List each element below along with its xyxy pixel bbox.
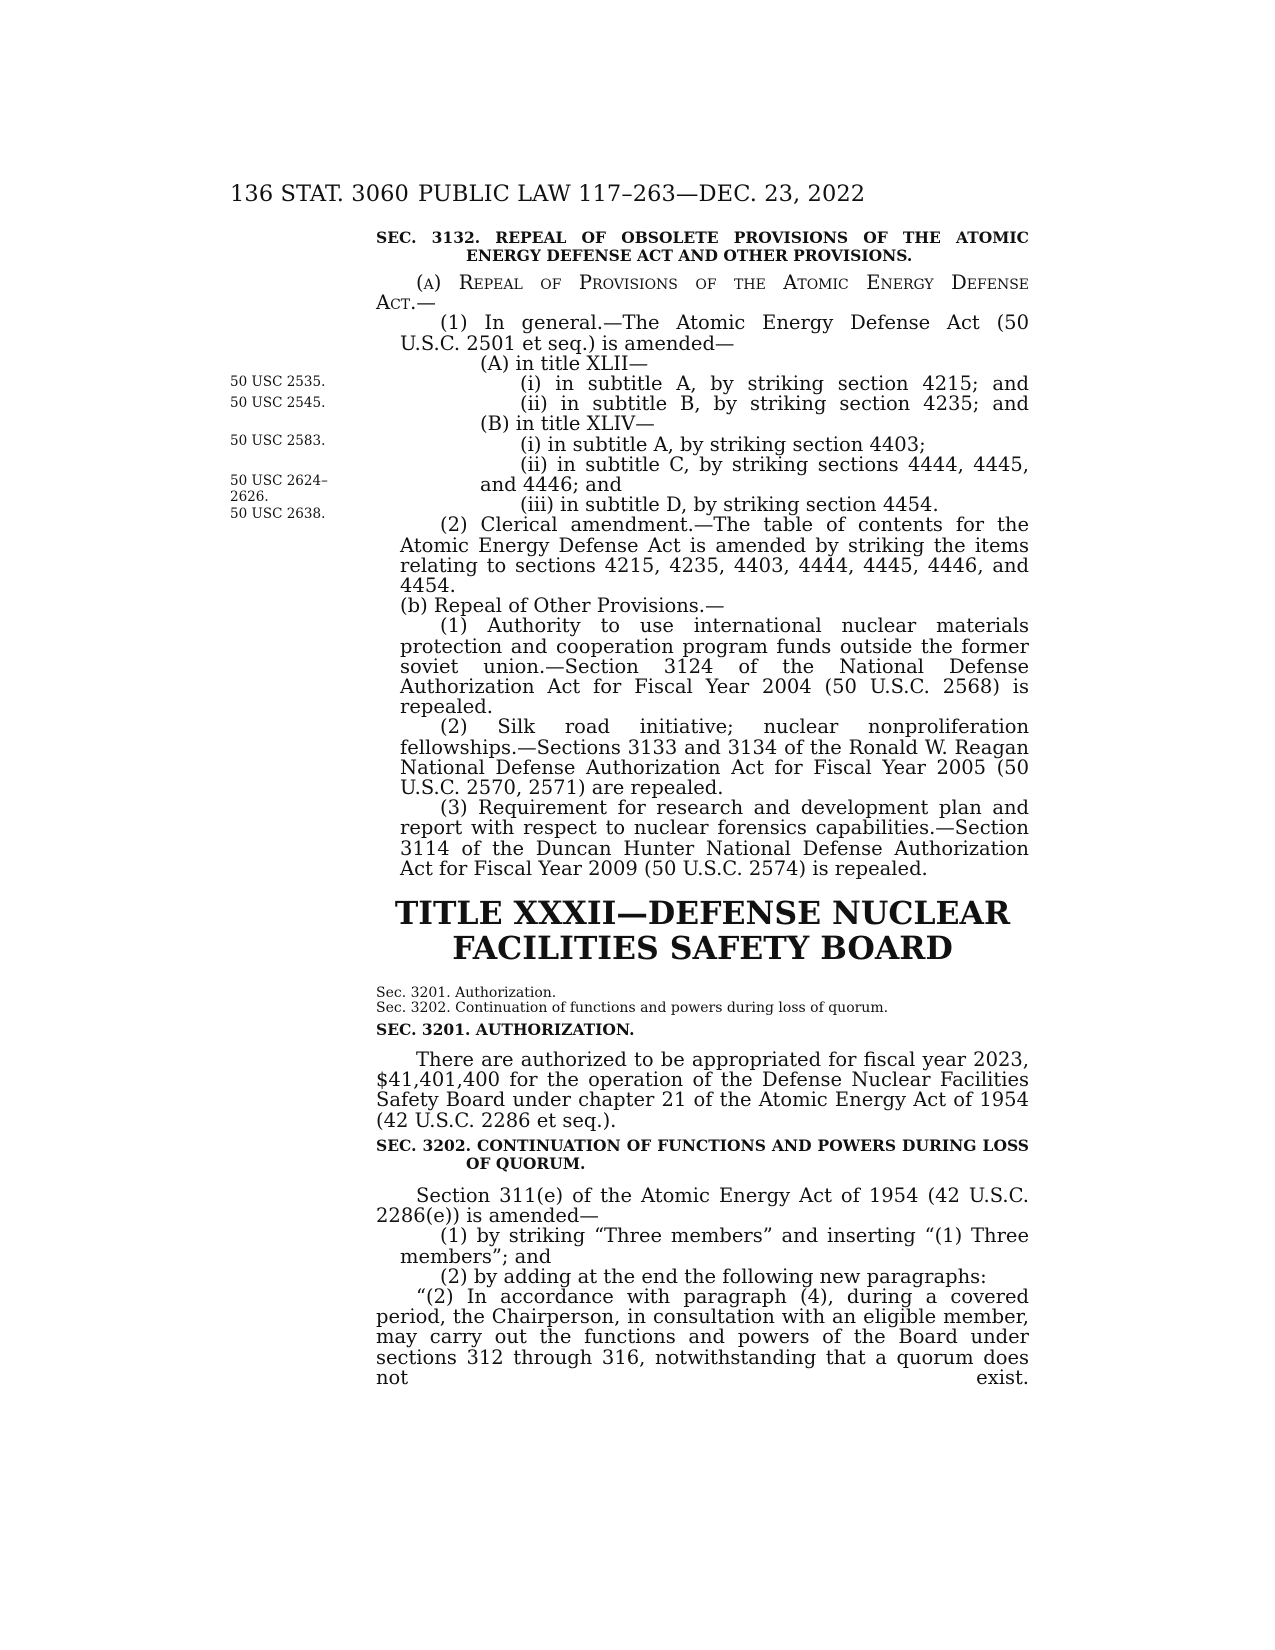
page-header-title: PUBLIC LAW 117–263—DEC. 23, 2022 [418, 181, 866, 207]
section-body: There are authorized to be appropriated for fiscal year 2023, $41,401,400 for the operation of the Defense Nuclear Facilities Safety Board under chapter 21 of the Atomic Energy Act of 1954 (42 U.S.C. 2286 et seq.). [376, 1048, 1029, 1132]
toc-entry: Sec. 3202. Continuation of functions and powers during loss of quorum. [376, 1000, 889, 1017]
margin-note: 50 USC 2545. [230, 395, 326, 411]
subsection-heading: (a) Repeal of Provisions of the Atomic Energy Defense [416, 271, 1029, 294]
section-heading: SEC. 3201. AUTHORIZATION. [376, 1020, 635, 1039]
toc-entry: Sec. 3201. Authorization. [376, 985, 557, 1001]
margin-note: 50 USC 2624– [230, 473, 328, 489]
title-line-1: TITLE XXXII—DEFENSE NUCLEAR [394, 895, 1011, 932]
paragraph-1 [376, 313, 1029, 333]
title-table-of-contents [376, 986, 888, 1016]
margin-note: 50 USC 2583. [230, 433, 326, 449]
paragraph-b1: (1) Authority to use international nuclear materials protection and cooperation program funds outside the former soviet union.—Section 3124 of the National Defense Authorization Act for Fiscal Year 2004 (50 U.S.C. 2568) is repealed. [400, 614, 1029, 719]
subparagraph-B: (B) in title XLIV— [480, 412, 655, 436]
title-line-2: FACILITIES SAFETY BOARD [452, 930, 953, 967]
subsection-a [376, 273, 1029, 879]
section-heading: SEC. 3202. CONTINUATION OF FUNCTIONS AND POWERS DURING LOSS [376, 1136, 1029, 1155]
page-stat-number: 136 STAT. 3060 [230, 181, 409, 207]
subparagraph-A: (A) in title XLII— [480, 351, 649, 375]
paragraph-b2: (2) Silk road initiative; nuclear nonproliferation fellowships.—Sections 3133 and 3134 of the Ronald W. Reagan National Defense Authorization Act for Fiscal Year 2005 (50 U.S.C. 2570, 2571) are repealed. [400, 715, 1029, 800]
clause-A-i: (i) in subtitle A, by striking section 4215; and [520, 372, 1029, 396]
clause-B-ii: (ii) in subtitle C, by striking sections 4444, 4445, [520, 452, 1029, 476]
section-intro: Section 311(e) of the Atomic Energy Act of 1954 (42 U.S.C. 2286(e)) is amended— [376, 1184, 1029, 1228]
clause-B-ii-cont: and 4446; and [480, 473, 622, 497]
section-3132 [376, 229, 1029, 265]
clause-A-ii: (ii) in subtitle B, by striking section 4235; and [520, 392, 1029, 416]
section-heading: SEC. 3132. REPEAL OF OBSOLETE PROVISIONS OF THE ATOMIC [376, 228, 1029, 247]
clause-B-iii: (iii) in subtitle D, by striking section 4454. [520, 493, 939, 517]
section-heading-cont: OF QUORUM. [466, 1154, 586, 1173]
paragraph-b3: (3) Requirement for research and development plan and report with respect to nuclear forensics capabilities.—Section 3114 of the Duncan Hunter National Defense Authorization Act for Fiscal Year 2009 (50 U.S.C. 2574) is repealed. [400, 796, 1029, 880]
paragraph-2: (2) Clerical amendment.—The table of contents for the Atomic Energy Defense Act is amended by striking the items relating to sections 4215, 4235, 4403, 4444, 4445, 4446, and 4454. [400, 513, 1029, 598]
section-heading-cont: ENERGY DEFENSE ACT AND OTHER PROVISIONS. [466, 246, 913, 265]
paragraph-1-cont: U.S.C. 2501 et seq.) is amended— [400, 331, 735, 355]
quoted-paragraph: “(2) In accordance with paragraph (4), during a covered period, the Chairperson, in consultation with an eligible member, may carry out the functions and powers of the Board under sections 312 through 316, notwithstanding that a quorum does not exist. [376, 1285, 1029, 1389]
margin-note: 50 USC 2638. [230, 506, 326, 522]
title-heading [376, 896, 1029, 966]
paragraph-1: (1) by striking “Three members” and inserting “(1) Three members”; and [400, 1224, 1029, 1268]
paragraph-2: (2) by adding at the end the following new paragraphs: [440, 1264, 987, 1288]
margin-note: 50 USC 2535. [230, 374, 326, 390]
subsection-b: (b) Repeal of Other Provisions.— [400, 594, 725, 618]
margin-note: 2626. [230, 489, 269, 505]
section-3201 [376, 1021, 1029, 1131]
section-3202 [376, 1137, 1029, 1388]
subsection-heading-cont: Act.— [376, 291, 436, 315]
clause-B-i: (i) in subtitle A, by striking section 4403; [520, 432, 926, 456]
paragraph-text: (1) In general.—The Atomic Energy Defense Act (50 [440, 311, 1029, 335]
